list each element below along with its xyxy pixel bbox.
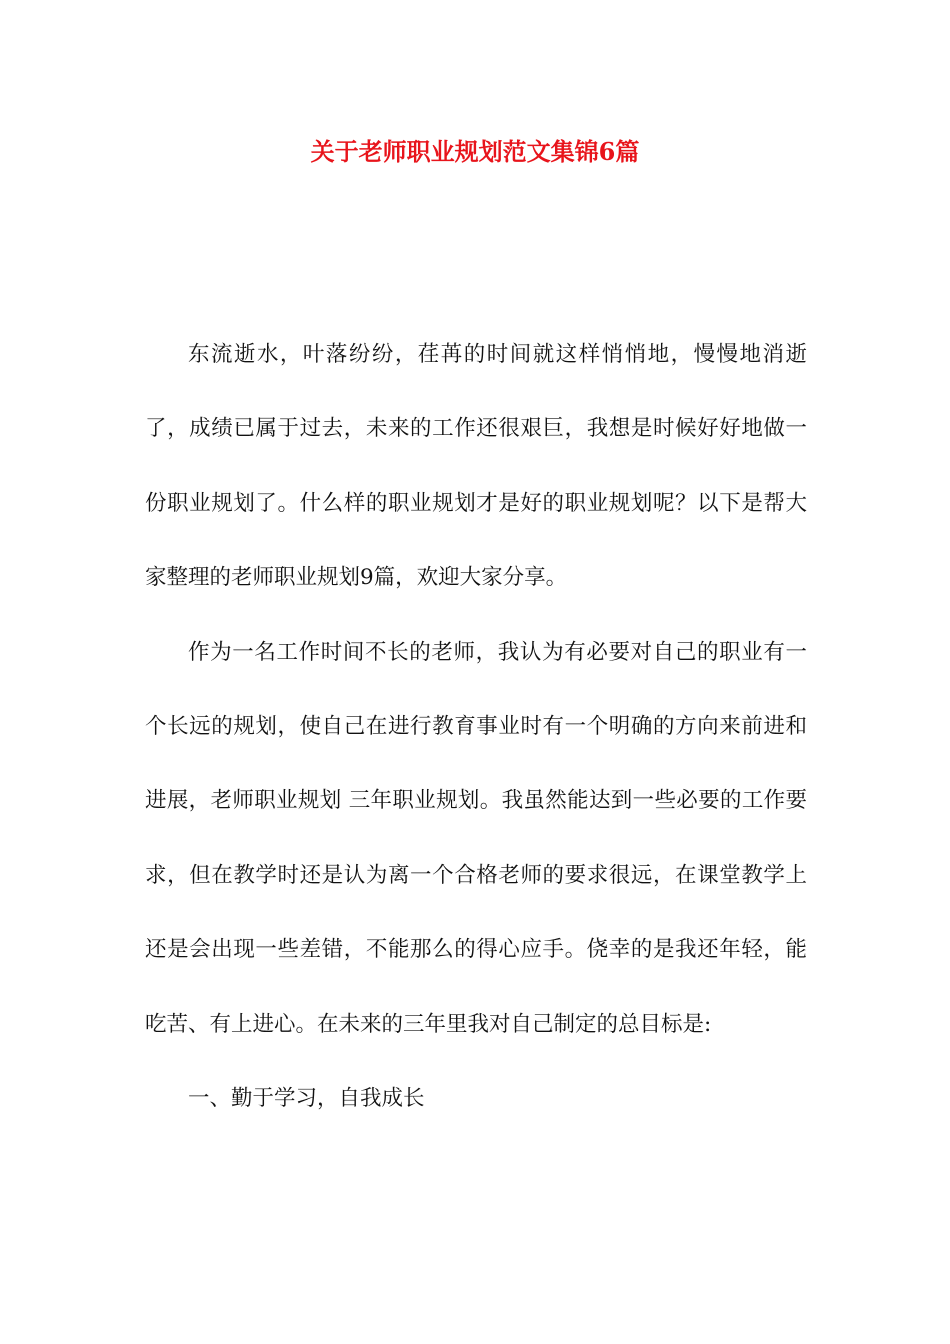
paragraph-intro: 东流逝水，叶落纷纷，荏苒的时间就这样悄悄地，慢慢地消逝了，成绩已属于过去，未来的工作还很艰巨，我想是时候好好地做一份职业规划了。什么样的职业规划才是好的职业规划呢？以下是帮大家整理的老师职业规划9篇，欢迎大家分享。 bbox=[145, 342, 807, 591]
section-heading: 一、勤于学习，自我成长 bbox=[188, 1086, 425, 1112]
document-title: 关于老师职业规划范文集锦6篇 bbox=[310, 137, 640, 166]
document-body bbox=[145, 318, 807, 1136]
paragraph-main: 作为一名工作时间不长的老师，我认为有必要对自己的职业有一个长远的规划，使自己在进行教育事业时有一个明确的方向来前进和进展，老师职业规划 三年职业规划。我虽然能达到一些必要的工作要求，但在教学时还是认为离一个合格老师的要求很远，在课堂教学上还是会出现一些差错，不能那么的得心应手。侥幸的是我还年轻，能吃苦、有上进心。在未来的三年里我对自己制定的总目标是: bbox=[145, 639, 807, 1037]
